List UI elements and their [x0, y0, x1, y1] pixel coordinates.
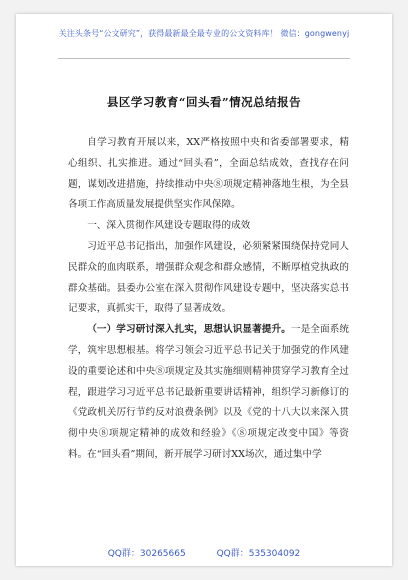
header-divider [58, 58, 350, 59]
footer [16, 546, 392, 559]
paragraph-quote: 习近平总书记指出，加强作风建设，必须紧紧围绕保持党同人民群众的血肉联系，增强群众观念和群众感情，不断厚植党执政的群众基础。县委办公室在深入贯彻作风建设专题中，坚决落实总书记要求，真抓实干，取得了显著成效。 [68, 240, 349, 315]
footer-qq-group-1: QQ群：30265665 [107, 549, 186, 559]
footer-qq-group-2: QQ群：535304092 [216, 549, 301, 559]
paragraph-intro: 自学习教育开展以来，XX严格按照中央和省委部署要求，精心组织、扎实推进。通过“回头看”，全面总结成效，查找存在问题，谋划改进措施，持续推动中央⑧项规定精神落地生根，为全县各项工作高质量发展提供坚实作风保障。 [68, 137, 349, 211]
paragraph-study-text: 一是全面系统学，筑牢思想根基。将学习领会习近平总书记关于加强党的作风建设的重要论述和中央⑧项规定及其实施细则精神贯穿学习教育全过程，跟进学习习近平总书记最新重要讲话精神，组织学习新修订的《党政机关厉行节约反对浪费条例》以及《党的十八大以来深入贯彻中央⑧项规定精神的成效和经验》《⑧项规定改变中国》等资料。在“回头看”期间，新开展学习研讨XX场次，通过集中学 [68, 324, 350, 460]
paragraph-study-lead: （一）学习研讨深入扎实，思想认识显著提升。 [87, 324, 291, 336]
document-body [68, 133, 349, 466]
document-page [16, 14, 392, 566]
section-heading: 一、深入贯彻作风建设专题取得的成效 [87, 220, 251, 232]
document-title: 县区学习教育“回头看”情况总结报告 [106, 95, 302, 109]
paragraph-study [68, 320, 349, 466]
header-banner: 关注头条号“公文研究”，获得最新最全最专业的公文资料库！ 微信：gongwenyj [58, 29, 350, 38]
